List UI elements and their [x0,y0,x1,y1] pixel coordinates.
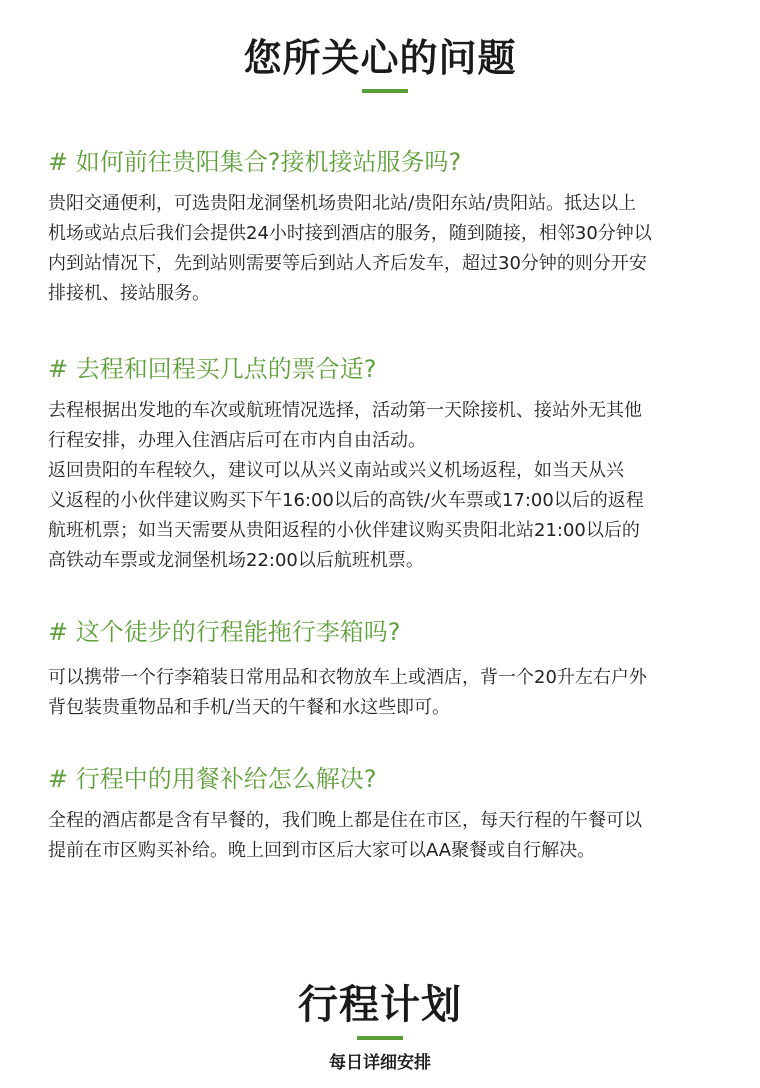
answer-line: 贵阳交通便利，可选贵阳龙洞堡机场贵阳北站/贵阳东站/贵阳站。抵达以上 [48,193,637,214]
faq-item [48,762,728,866]
answer-line: 内到站情况下，先到站则需要等后到站人齐后发车，超过30分钟的则分开安 [48,253,647,274]
faq-item [48,145,728,309]
answer-line: 排接机、接站服务。 [48,283,210,304]
faq-item [48,352,728,576]
answer-line: 背包装贵重物品和手机/当天的午餐和水这些即可。 [48,697,451,718]
faq-answer [48,396,728,576]
faq-answer [48,806,728,866]
answer-line: 航班机票；如当天需要从贵阳返程的小伙伴建议购买贵阳北站21:00以后的 [48,520,640,541]
itinerary-title: 行程计划 [298,982,462,1028]
faq-answer [48,663,728,723]
answer-line: 返回贵阳的车程较久，建议可以从兴义南站或兴义机场返程，如当天从兴 [48,460,624,481]
faq-question: # 这个徒步的行程能拖行李箱吗? [48,618,401,646]
answer-line: 提前在市区购买补给。晚上回到市区后大家可以AA聚餐或自行解决。 [48,840,596,861]
faq-question: # 行程中的用餐补给怎么解决? [48,765,377,793]
faq-question: # 如何前往贵阳集合?接机接站服务吗? [48,148,462,176]
faq-answer [48,189,728,309]
answer-line: 全程的酒店都是含有早餐的，我们晚上都是住在市区，每天行程的午餐可以 [48,810,642,831]
faq-item [48,615,728,723]
answer-line: 高铁动车票或龙洞堡机场22:00以后航班机票。 [48,550,424,571]
faq-question: # 去程和回程买几点的票合适? [48,355,377,383]
title-underline [362,89,408,93]
itinerary-underline [357,1036,403,1040]
itinerary-subtitle: 每日详细安排 [329,1053,431,1073]
page-title: 您所关心的问题 [243,36,517,80]
answer-line: 义返程的小伙伴建议购买下午16:00以后的高铁/火车票或17:00以后的返程 [48,490,644,511]
answer-line: 行程安排，办理入住酒店后可在市内自由活动。 [48,430,426,451]
answer-line: 去程根据出发地的车次或航班情况选择，活动第一天除接机、接站外无其他 [48,400,642,421]
answer-line: 机场或站点后我们会提供24小时接到酒店的服务，随到随接，相邻30分钟以 [48,223,652,244]
answer-line: 可以携带一个行李箱装日常用品和衣物放车上或酒店，背一个20升左右户外 [48,667,647,688]
